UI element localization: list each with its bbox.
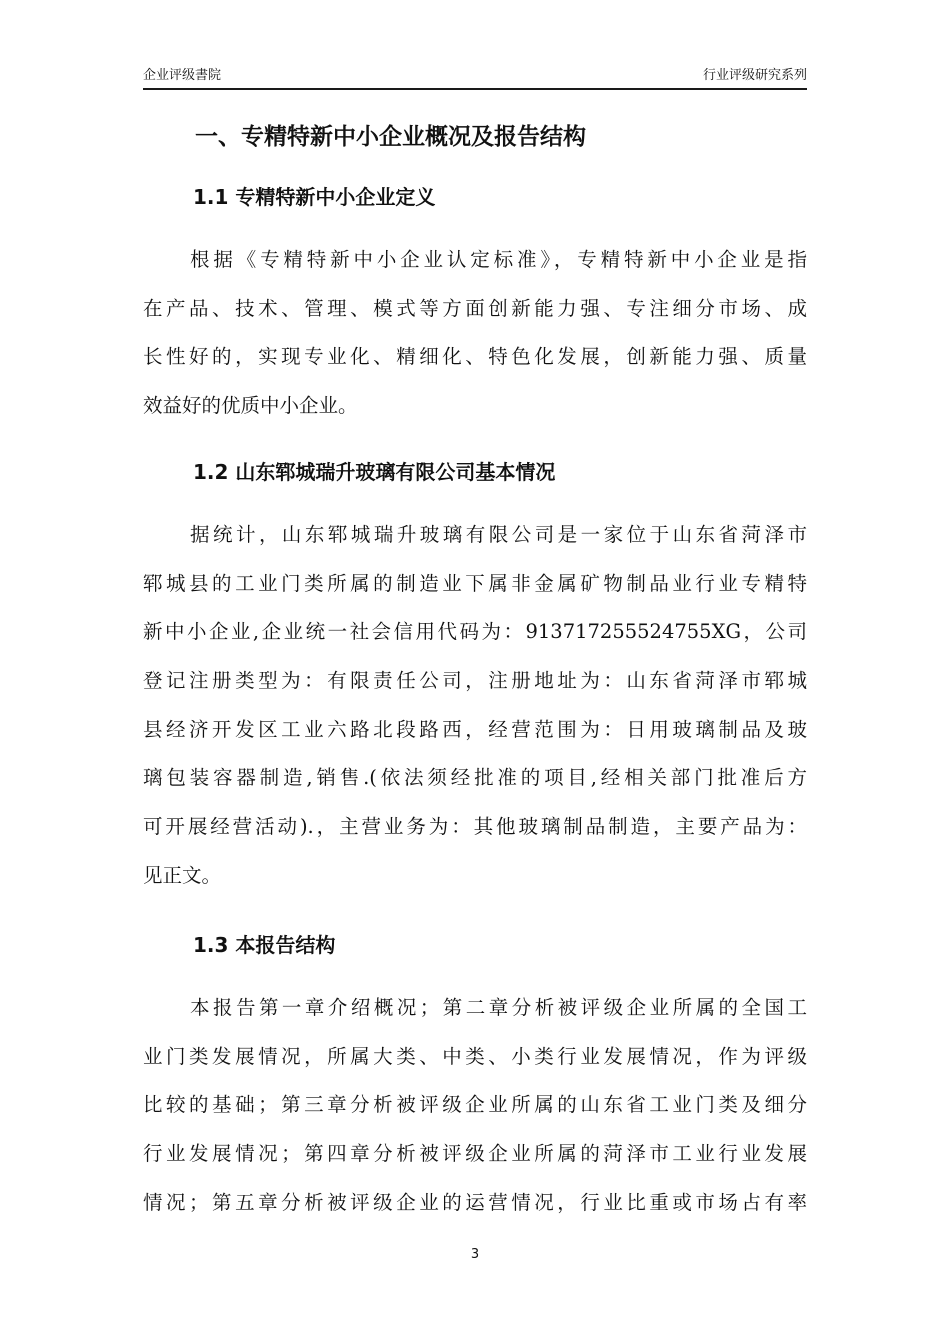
text-line: 行业发展情况；第四章分析被评级企业所属的菏泽市工业行业发展 <box>143 1142 807 1166</box>
text-line: 业门类发展情况，所属大类、中类、小类行业发展情况，作为评级 <box>143 1044 807 1068</box>
text-line: 璃包装容器制造,销售.(依法须经批准的项目,经相关部门批准后方 <box>143 766 807 790</box>
section-paragraph-1-1 <box>143 245 807 440</box>
text-line: 情况；第五章分析被评级企业的运营情况，行业比重或市场占有率 <box>143 1190 807 1214</box>
text-line: 效益好的优质中小企业。 <box>143 394 358 418</box>
chapter-title: 一、专精特新中小企业概况及报告结构 <box>195 124 586 150</box>
text-line: 可开展经营活动).，主营业务为：其他玻璃制品制造，主要产品为： <box>143 815 807 839</box>
page-number: 3 <box>470 1247 480 1262</box>
text-line: 新中小企业,企业统一社会信用代码为：913717255524755XG，公司 <box>143 620 807 644</box>
text-line: 据统计，山东郓城瑞升玻璃有限公司是一家位于山东省菏泽市 <box>190 523 807 546</box>
text-line: 比较的基础；第三章分析被评级企业所属的山东省工业门类及细分 <box>143 1093 807 1117</box>
section-heading-1-3: 1.3 本报告结构 <box>193 933 336 957</box>
text-line: 郓城县的工业门类所属的制造业下属非金属矿物制品业行业专精特 <box>143 571 807 595</box>
section-heading-1-1: 1.1 专精特新中小企业定义 <box>193 185 436 209</box>
text-line: 登记注册类型为：有限责任公司，注册地址为：山东省菏泽市郓城 <box>143 669 807 693</box>
text-line: 长性好的，实现专业化、精细化、特色化发展，创新能力强、质量 <box>143 345 807 369</box>
section-heading-1-2: 1.2 山东郓城瑞升玻璃有限公司基本情况 <box>193 460 556 484</box>
text-line: 本报告第一章介绍概况；第二章分析被评级企业所属的全国工 <box>190 996 807 1019</box>
header-series: 行业评级研究系列 <box>702 68 807 83</box>
text-line: 见正文。 <box>143 863 222 887</box>
header-publisher: 企业评级書院 <box>143 68 222 83</box>
text-line: 根据《专精特新中小企业认定标准》，专精特新中小企业是指 <box>190 248 807 271</box>
text-line: 在产品、技术、管理、模式等方面创新能力强、专注细分市场、成 <box>143 296 807 320</box>
section-paragraph-1-3 <box>143 993 807 1236</box>
text-line: 县经济开发区工业六路北段路西，经营范围为：日用玻璃制品及玻 <box>143 717 807 741</box>
section-paragraph-1-2 <box>143 520 807 910</box>
page-header <box>143 66 807 90</box>
